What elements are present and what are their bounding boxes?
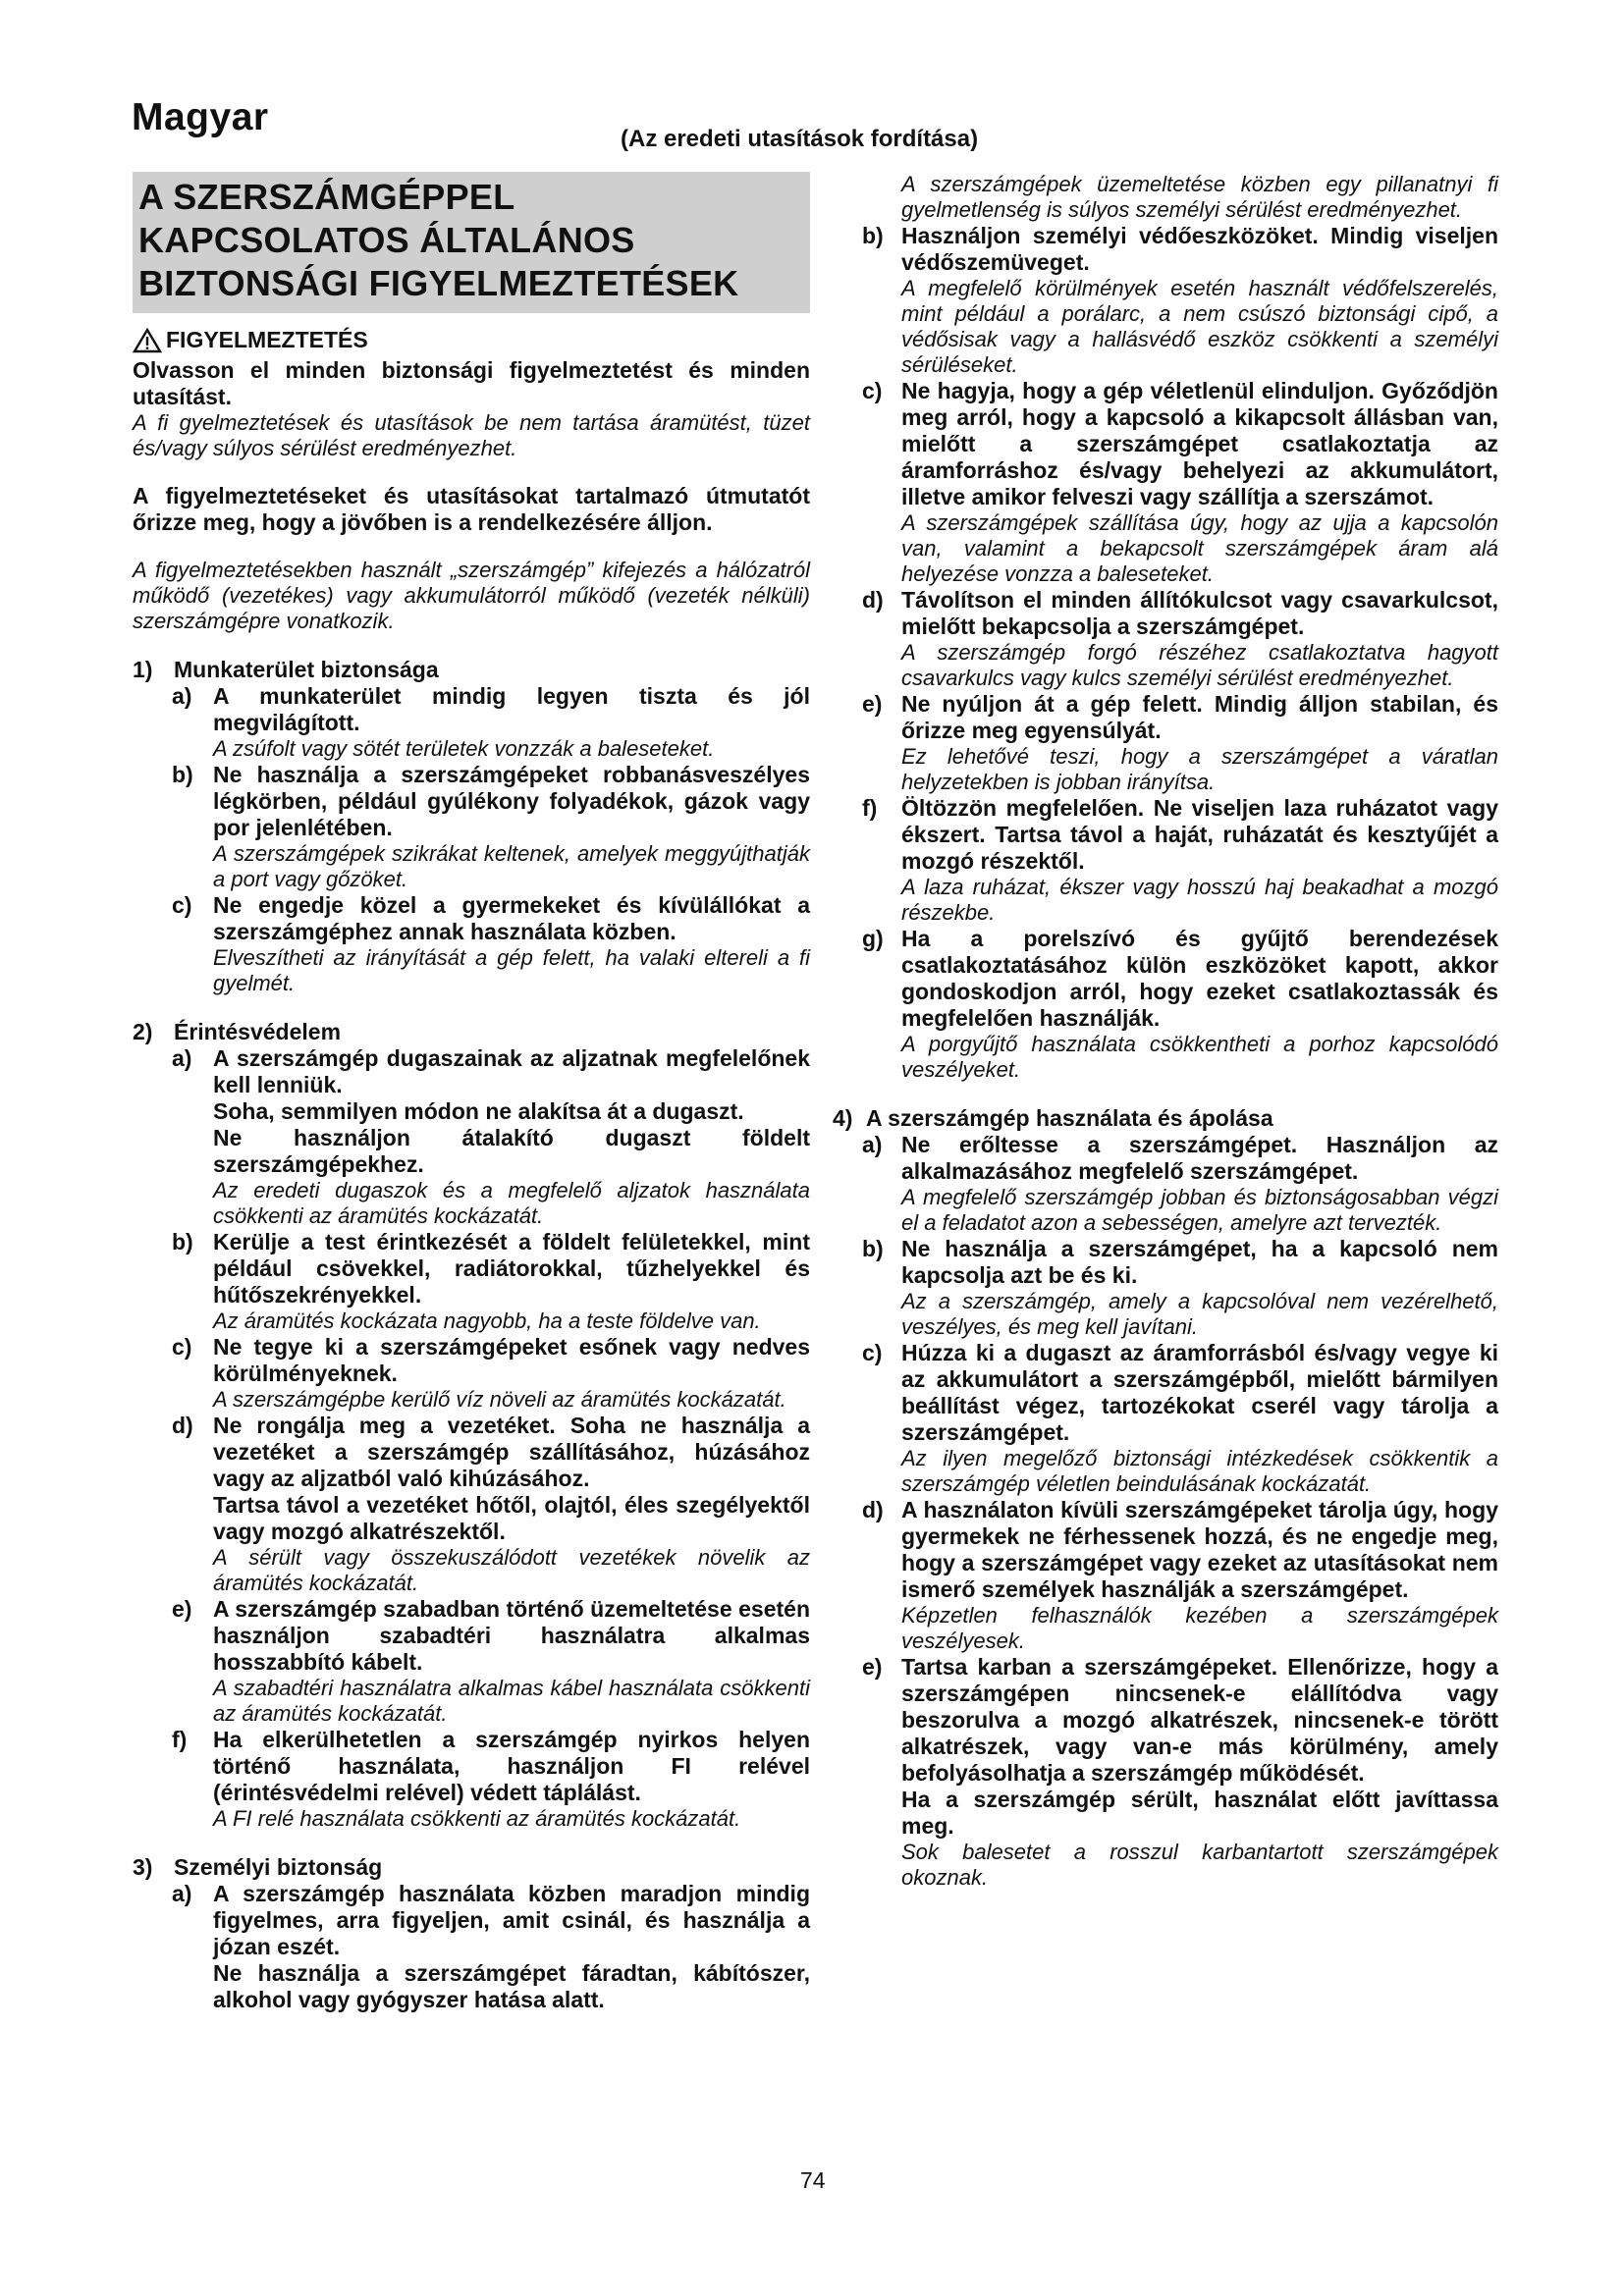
s3-item-d-note: A szerszámgép forgó részéhez csatlakoztatva hagyott csavarkulcs vagy kulcs személyi sérülést eredményezhet.	[901, 640, 1498, 690]
section-4-heading: 4) A szerszámgép használata és ápolása	[833, 1105, 1273, 1131]
s3-item-e-note: Ez lehetővé teszi, hogy a szerszámgépet a váratlan helyzetekben is jobban irányítsa.	[901, 744, 1498, 794]
s1-item-c: c) Ne engedje közel a gyermekeket és kívülállókat a szerszámgéphez annak használata közben.	[172, 892, 810, 944]
s2-item-a-line3: Ne használjon átalakító dugaszt földelt szerszámgépekhez.	[213, 1125, 810, 1177]
warning-heading	[133, 327, 810, 353]
s2-item-e: e) A szerszámgép szabadban történő üzemeltetése esetén használjon szabadtéri használatra alkalmas hosszabbító kábelt.	[172, 1596, 810, 1675]
s4-item-d: d) A használaton kívüli szerszámgépeket tárolja úgy, hogy gyermekek ne férhessenek hozzá, és ne engedje meg, hogy a szerszámgépet vagy ezeket az utasításokat nem ismerő személyek használják a szerszámgépet.	[862, 1497, 1498, 1602]
s4-item-b: b) Ne használja a szerszámgépet, ha a kapcsoló nem kapcsolja azt be és ki.	[862, 1236, 1498, 1288]
warning-triangle-icon	[133, 328, 162, 353]
s2-item-b-note: Az áramütés kockázata nagyobb, ha a teste földelve van.	[213, 1308, 761, 1333]
warning-keep-manual: A figyelmeztetéseket és utasításokat tartalmazó útmutatót őrizze meg, hogy a jövőben is a rendelkezésére álljon.	[133, 483, 810, 535]
s1-item-a-note: A zsúfolt vagy sötét területek vonzzák a baleseteket.	[213, 736, 715, 761]
language-heading: Magyar	[132, 96, 269, 138]
s3-item-a-note: A szerszámgépek üzemeltetése közben egy pillanatnyi fi gyelmetlenség is súlyos személyi sérülést eredményezhet.	[901, 172, 1498, 222]
s1-item-b: b) Ne használja a szerszámgépeket robbanásveszélyes légkörben, például gyúlékony folyadékok, gázok vagy por jelenlétében.	[172, 762, 810, 840]
s2-item-e-note: A szabadtéri használatra alkalmas kábel használata csökkenti az áramütés kockázatát.	[213, 1676, 810, 1726]
s4-item-d-note: Képzetlen felhasználók kezében a szerszámgépek veszélyesek.	[901, 1603, 1498, 1653]
section-2-heading: 2) Érintésvédelem	[133, 1019, 342, 1044]
s1-item-a: a) A munkaterület mindig legyen tiszta és jól megvilágított.	[172, 683, 810, 735]
s4-item-c: c) Húzza ki a dugaszt az áramforrásból és/vagy vegye ki az akkumulátort a szerszámgépből, mielőtt bármilyen beállítást végez, tartozékokat cserél vagy tárolja a szerszámgépet.	[862, 1340, 1498, 1445]
s2-item-d: d) Ne rongálja meg a vezetéket. Soha ne használja a vezetéket a szerszámgép szállításához, húzásához vagy az aljzatból való kihúzásához.	[172, 1413, 810, 1491]
s4-item-c-note: Az ilyen megelőző biztonsági intézkedések csökkentik a szerszámgép véletlen beindulásának kockázatát.	[901, 1446, 1498, 1496]
s2-item-a-note: Az eredeti dugaszok és a megfelelő aljzatok használata csökkenti az áramütés kockázatát.	[213, 1178, 810, 1228]
warning-consequence: A fi gyelmeztetések és utasítások be nem tartása áramütést, tüzet és/vagy súlyos sérülést eredményezhet.	[133, 410, 810, 460]
s3-item-b: b) Használjon személyi védőeszközöket. Mindig viseljen védőszemüveget.	[862, 223, 1498, 275]
s2-item-d-note: A sérült vagy összekuszálódott vezetékek növelik az áramütés kockázatát.	[213, 1545, 810, 1595]
s3-item-a-line2: Ne használja a szerszámgépet fáradtan, kábítószer, alkohol vagy gyógyszer hatása alatt.	[213, 1960, 810, 2012]
s2-item-b: b) Kerülje a test érintkezését a földelt felületekkel, mint például csövekkel, radiátorokkal, tűzhelyekkel és hűtőszekrényekkel.	[172, 1229, 810, 1308]
section-1-heading: 1) Munkaterület biztonsága	[133, 657, 439, 682]
s2-item-a: a) A szerszámgép dugaszainak az aljzatnak megfelelőnek kell lenniük.	[172, 1045, 810, 1097]
s2-item-c-note: A szerszámgépbe kerülő víz növeli az áramütés kockázatát.	[213, 1387, 786, 1412]
s3-item-g-note: A porgyűjtő használata csökkentheti a porhoz kapcsolódó veszélyeket.	[901, 1032, 1498, 1082]
title-banner	[133, 172, 810, 313]
s4-item-e: e) Tartsa karban a szerszámgépeket. Ellenőrizze, hogy a szerszámgépen nincsenek-e elállítódva vagy beszorulva a mozgó alkatrészek, nincsenek-e törött alkatrészek, vagy van-e más körülmény, amely befolyásolhatja a szerszámgép működését.	[862, 1654, 1498, 1786]
s1-item-b-note: A szerszámgépek szikrákat keltenek, amelyek meggyújthatják a port vagy gőzöket.	[213, 841, 810, 891]
page-number: 74	[800, 2167, 826, 2193]
warning-definition: A figyelmeztetésekben használt „szerszámgép” kifejezés a hálózatról működő (vezetékes) vagy akkumulátorról működő (vezeték nélküli) szerszámgépre vonatkozik.	[133, 558, 810, 633]
s3-item-a: a) A szerszámgép használata közben maradjon mindig figyelmes, arra figyeljen, amit csinál, és használja a józan eszét.	[172, 1881, 810, 1959]
s1-item-c-note: Elveszítheti az irányítását a gép felett, ha valaki eltereli a fi gyelmét.	[213, 945, 810, 995]
section-3-heading: 3) Személyi biztonság	[133, 1854, 383, 1880]
s2-item-f-note: A FI relé használata csökkenti az áramütés kockázatát.	[213, 1806, 741, 1831]
left-column	[133, 172, 810, 2013]
s3-item-c-note: A szerszámgépek szállítása úgy, hogy az ujja a kapcsolón van, valamint a bekapcsolt szerszámgépek áram alá helyezése vonzza a baleseteket.	[901, 510, 1498, 586]
s3-item-g: g) Ha a porelszívó és gyűjtő berendezések csatlakoztatásához külön eszközöket kapott, akkor gondoskodjon arról, hogy ezeket csatlakoztassák és megfelelően használják.	[862, 926, 1498, 1031]
warning-read-all: Olvasson el minden biztonsági figyelmeztetést és minden utasítást.	[133, 357, 810, 409]
s4-item-a-note: A megfelelő szerszámgép jobban és biztonságosabban végzi el a feladatot azon a sebességen, amelyre azt tervezték.	[901, 1185, 1498, 1235]
s2-item-c: c) Ne tegye ki a szerszámgépeket esőnek vagy nedves körülményeknek.	[172, 1334, 810, 1386]
banner-line-3: BIZTONSÁGI FIGYELMEZTETÉSEK	[138, 263, 739, 303]
s3-item-d: d) Távolítson el minden állítókulcsot vagy csavarkulcsot, mielőtt bekapcsolja a szerszámgépet.	[862, 587, 1498, 639]
s3-item-b-note: A megfelelő körülmények esetén használt védőfelszerelés, mint például a porálarc, a nem csúszó biztonsági cipő, a védősisak vagy a hallásvédő eszköz csökkenti a személyi sérüléseket.	[901, 276, 1498, 377]
s3-item-e: e) Ne nyúljon át a gép felett. Mindig álljon stabilan, és őrizze meg egyensúlyát.	[862, 691, 1498, 743]
s4-item-a: a) Ne erőltesse a szerszámgépet. Használjon az alkalmazásához megfelelő szerszámgépet.	[862, 1132, 1498, 1184]
s4-item-b-note: Az a szerszámgép, amely a kapcsolóval nem vezérelhető, veszélyes, és meg kell javítani.	[901, 1289, 1498, 1339]
s3-item-f-note: A laza ruházat, ékszer vagy hosszú haj beakadhat a mozgó részekbe.	[901, 875, 1498, 925]
right-column	[833, 172, 1498, 1891]
s2-item-d-line2: Tartsa távol a vezetéket hőtől, olajtól, éles szegélyektől vagy mozgó alkatrészektől.	[213, 1492, 810, 1544]
warning-label: FIGYELMEZTETÉS	[166, 327, 368, 352]
banner-line-1: A SZERSZÁMGÉPPEL	[138, 177, 515, 217]
banner-line-2: KAPCSOLATOS ÁLTALÁNOS	[138, 220, 635, 260]
translation-subtitle: (Az eredeti utasítások fordítása)	[621, 126, 979, 152]
s2-item-a-line2: Soha, semmilyen módon ne alakítsa át a dugaszt.	[213, 1098, 744, 1124]
s3-item-f: f) Öltözzön megfelelően. Ne viseljen laza ruházatot vagy ékszert. Tartsa távol a haját, ruházatát és kesztyűjét a mozgó részektől.	[862, 795, 1498, 874]
s3-item-c: c) Ne hagyja, hogy a gép véletlenül elinduljon. Győződjön meg arról, hogy a kapcsoló a kikapcsolt állásban van, mielőtt a szerszámgépet csatlakoztatja az áramforráshoz és/vagy behelyezi az akkumulátort, illetve amikor felveszi vagy szállítja a szerszámot.	[862, 378, 1498, 509]
s4-item-e-line2: Ha a szerszámgép sérült, használat előtt javíttassa meg.	[901, 1787, 1498, 1839]
s2-item-f: f) Ha elkerülhetetlen a szerszámgép nyirkos helyen történő használata, használjon FI relével (érintésvédelmi relével) védett táplálást.	[172, 1727, 810, 1805]
s4-item-e-note: Sok balesetet a rosszul karbantartott szerszámgépek okoznak.	[901, 1840, 1498, 1890]
